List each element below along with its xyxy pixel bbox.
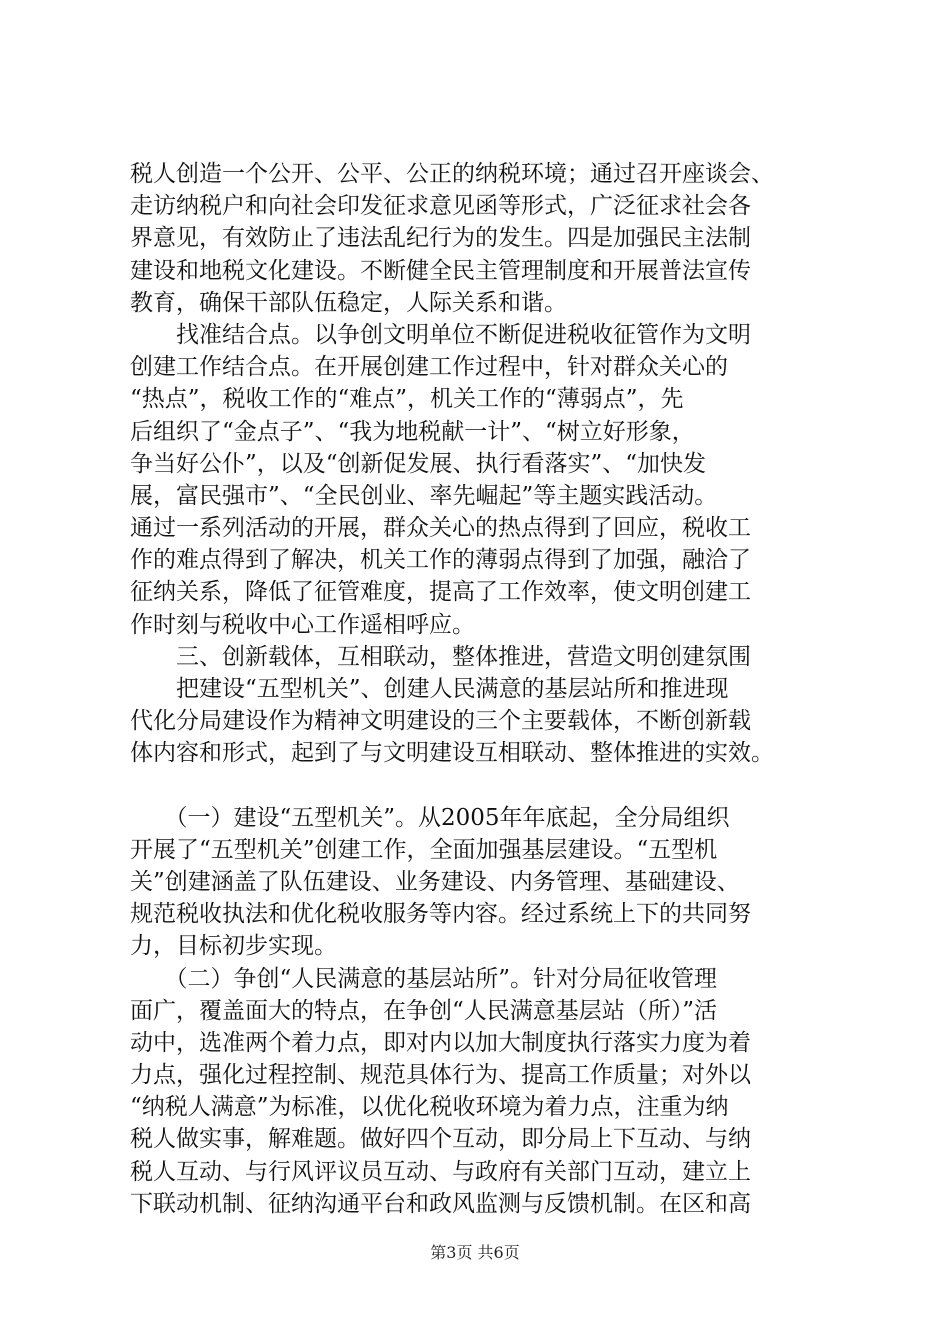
text-line: 税人做实事，解难题。做好四个互动，即分局上下互动、与纳: [130, 1126, 751, 1153]
text-line: 作的难点得到了解决，机关工作的薄弱点得到了加强，融洽了: [130, 547, 751, 574]
text-line: 税人互动、与行风评议员互动、与政府有关部门互动，建立上: [130, 1158, 751, 1185]
paragraph-gap: [130, 770, 830, 802]
text-line: 面广，覆盖面大的特点，在争创“人民满意基层站（所）”活: [130, 997, 718, 1024]
text-line: 创建工作结合点。在开展创建工作过程中，针对群众关心的: [130, 354, 728, 381]
text-line: 通过一系列活动的开展，群众关心的热点得到了回应，税收工: [130, 515, 751, 542]
page-footer: 第3页 共6页: [430, 1243, 520, 1262]
text-line: 代化分局建设作为精神文明建设的三个主要载体，不断创新载: [130, 708, 751, 735]
text-line: 体内容和形式，起到了与文明建设互相联动、整体推进的实效。: [130, 740, 774, 767]
document-body: [130, 158, 830, 1220]
text-line: 走访纳税户和向社会印发征求意见函等形式，广泛征求社会各: [130, 193, 751, 220]
text-line: 界意见，有效防止了违法乱纪行为的发生。四是加强民主法制: [130, 225, 751, 252]
text-line: 作时刻与税收中心工作遥相呼应。: [130, 611, 475, 638]
text-line: 三、创新载体，互相联动，整体推进，营造文明创建氛围: [130, 643, 751, 670]
text-line: 后组织了“金点子”、“我为地税献一计”、“树立好形象，: [130, 418, 695, 445]
text-line: 找准结合点。以争创文明单位不断促进税收征管作为文明: [130, 321, 751, 348]
text-line: 税人创造一个公开、公平、公正的纳税环境；通过召开座谈会、: [130, 161, 774, 187]
text-line: （一）建设“五型机关”。从2005年年底起，全分局组织: [130, 804, 730, 831]
text-line: 争当好公仆”，以及“创新促发展、执行看落实”、“加快发: [130, 450, 707, 477]
text-line: （二）争创“人民满意的基层站所”。针对分局征收管理: [130, 965, 718, 992]
text-line: 下联动机制、征纳沟通平台和政风监测与反馈机制。在区和高: [130, 1190, 751, 1217]
text-line: 开展了“五型机关”创建工作，全面加强基层建设。“五型机: [130, 836, 718, 863]
text-line: 力，目标初步实现。: [130, 933, 337, 960]
text-line: 征纳关系，降低了征管难度，提高了工作效率，使文明创建工: [130, 579, 751, 606]
text-line: “热点”，税收工作的“难点”，机关工作的“薄弱点”，先: [130, 386, 684, 413]
paragraph-block-1: [130, 158, 830, 770]
text-line: 关”创建涵盖了队伍建设、业务建设、内务管理、基础建设、: [130, 868, 740, 895]
paragraph-block-2: [130, 802, 830, 1220]
text-line: 展，富民强市”、“全民创业、率先崛起”等主题实践活动。: [130, 482, 718, 509]
text-line: “纳税人满意”为标准，以优化税收环境为着力点，注重为纳: [130, 1094, 729, 1121]
text-line: 教育，确保干部队伍稳定，人际关系和谐。: [130, 289, 567, 316]
text-line: 动中，选准两个着力点，即对内以加大制度执行落实力度为着: [130, 1029, 751, 1056]
text-line: 规范税收执法和优化税收服务等内容。经过系统上下的共同努: [130, 901, 751, 928]
text-line: 建设和地税文化建设。不断健全民主管理制度和开展普法宣传: [130, 257, 751, 284]
text-line: 力点，强化过程控制、规范具体行为、提高工作质量；对外以: [130, 1062, 751, 1089]
text-line: 把建设“五型机关”、创建人民满意的基层站所和推进现: [130, 676, 729, 702]
